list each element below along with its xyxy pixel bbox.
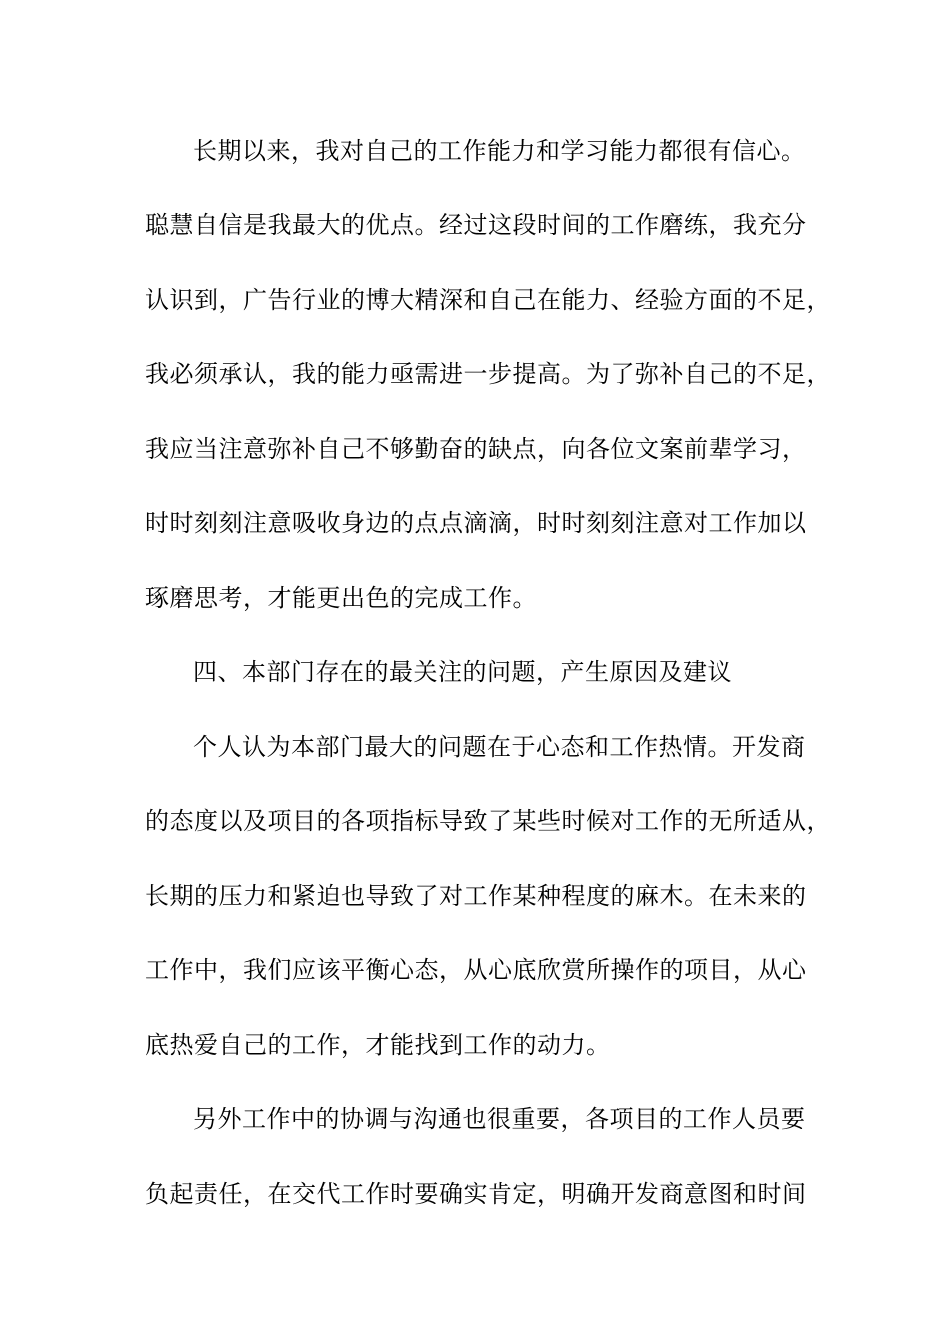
- section-heading: 四、本部门存在的最关注的问题，产生原因及建议: [193, 658, 732, 686]
- paragraph-line: 时时刻刻注意吸收身边的点点滴滴，时时刻刻注意对工作加以: [145, 509, 807, 537]
- paragraph-line: 我应当注意弥补自己不够勤奋的缺点，向各位文案前辈学习，: [145, 435, 807, 463]
- paragraph-line: 另外工作中的协调与沟通也很重要，各项目的工作人员要: [193, 1105, 806, 1133]
- paragraph-line: 认识到，广告行业的博大精深和自己在能力、经验方面的不足，: [145, 286, 831, 314]
- paragraph-line: 长期的压力和紧迫也导致了对工作某种程度的麻木。在未来的: [145, 882, 807, 910]
- paragraph-line: 负起责任，在交代工作时要确实肯定，明确开发商意图和时间: [145, 1180, 807, 1208]
- paragraph-line: 我必须承认，我的能力亟需进一步提高。为了弥补自己的不足，: [145, 360, 831, 388]
- paragraph-line: 琢磨思考，才能更出色的完成工作。: [145, 584, 537, 612]
- paragraph-line: 的态度以及项目的各项指标导致了某些时候对工作的无所适从，: [145, 807, 831, 835]
- paragraph-line: 长期以来，我对自己的工作能力和学习能力都很有信心。: [193, 137, 806, 165]
- paragraph-line: 聪慧自信是我最大的优点。经过这段时间的工作磨练，我充分: [145, 211, 807, 239]
- paragraph-line: 个人认为本部门最大的问题在于心态和工作热情。开发商: [193, 733, 806, 761]
- paragraph-line: 底热爱自己的工作，才能找到工作的动力。: [145, 1031, 611, 1059]
- paragraph-line: 工作中，我们应该平衡心态，从心底欣赏所操作的项目，从心: [145, 956, 807, 984]
